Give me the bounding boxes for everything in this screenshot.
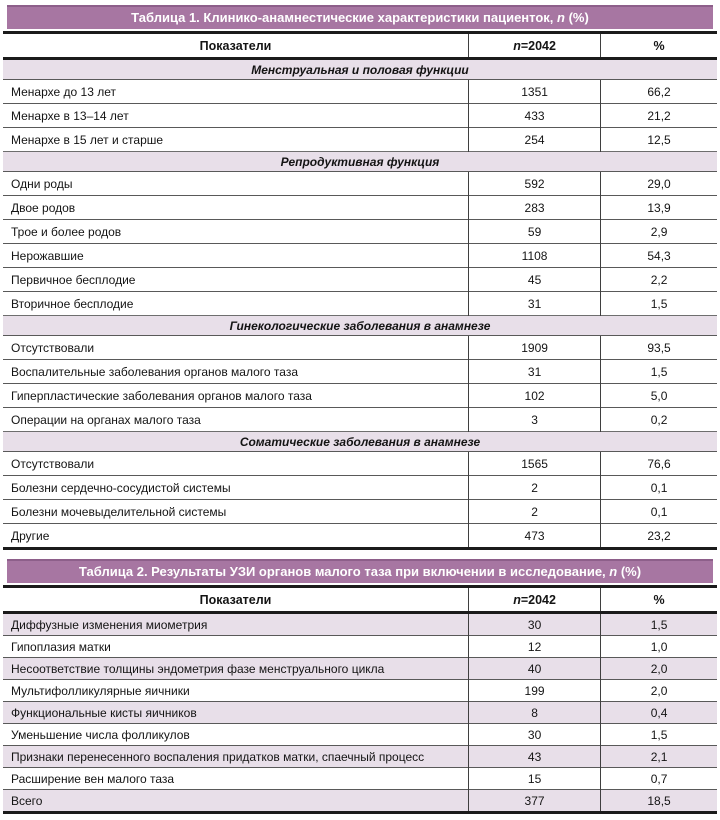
row-pct: 0,2 — [601, 408, 717, 432]
row-label: Гиперпластические заболевания органов малого таза — [3, 384, 469, 408]
row-n: 8 — [469, 702, 601, 724]
row-label: Отсутствовали — [3, 336, 469, 360]
table-1-title-text: Таблица 1. Клинико-анамнестические характеристики пациенток, — [131, 10, 558, 25]
row-n: 433 — [469, 104, 601, 128]
row-pct: 2,0 — [601, 658, 717, 680]
row-pct: 93,5 — [601, 336, 717, 360]
row-label: Гипоплазия матки — [3, 636, 469, 658]
table-row — [3, 790, 717, 813]
table-row — [3, 476, 717, 500]
row-pct: 66,2 — [601, 80, 717, 104]
row-pct: 0,7 — [601, 768, 717, 790]
row-n: 31 — [469, 360, 601, 384]
table-1-title-tail: (%) — [564, 10, 589, 25]
row-n: 1909 — [469, 336, 601, 360]
col-header-n — [469, 587, 601, 613]
row-n: 592 — [469, 172, 601, 196]
table-row — [3, 500, 717, 524]
table-row — [3, 408, 717, 432]
table-1-header-row — [3, 33, 717, 59]
row-pct: 23,2 — [601, 524, 717, 549]
col-header-indicators: Показатели — [3, 33, 469, 59]
row-label: Менархе до 13 лет — [3, 80, 469, 104]
row-pct: 2,9 — [601, 220, 717, 244]
row-label: Менархе в 15 лет и старше — [3, 128, 469, 152]
row-n: 2 — [469, 476, 601, 500]
col-header-n-value: =2042 — [520, 592, 556, 607]
row-pct: 21,2 — [601, 104, 717, 128]
table-row — [3, 658, 717, 680]
table-row — [3, 724, 717, 746]
section-header-row — [3, 152, 717, 172]
row-n: 102 — [469, 384, 601, 408]
table-row — [3, 220, 717, 244]
row-pct: 29,0 — [601, 172, 717, 196]
table-row — [3, 104, 717, 128]
section-header: Соматические заболевания в анамнезе — [3, 432, 717, 452]
col-header-n-italic: n — [513, 38, 521, 53]
row-label: Уменьшение числа фолликулов — [3, 724, 469, 746]
row-n: 199 — [469, 680, 601, 702]
table-row — [3, 636, 717, 658]
row-n: 59 — [469, 220, 601, 244]
row-n: 45 — [469, 268, 601, 292]
table-row — [3, 746, 717, 768]
row-label: Одни роды — [3, 172, 469, 196]
row-pct: 13,9 — [601, 196, 717, 220]
row-label: Болезни мочевыделительной системы — [3, 500, 469, 524]
section-header: Репродуктивная функция — [3, 152, 717, 172]
table-row — [3, 702, 717, 724]
row-n: 2 — [469, 500, 601, 524]
table-2-block — [3, 559, 717, 814]
row-pct: 1,5 — [601, 292, 717, 316]
row-pct: 1,5 — [601, 724, 717, 746]
row-pct: 54,3 — [601, 244, 717, 268]
row-pct: 18,5 — [601, 790, 717, 813]
table-row — [3, 384, 717, 408]
row-n: 43 — [469, 746, 601, 768]
table-row — [3, 196, 717, 220]
row-label: Диффузные изменения миометрия — [3, 613, 469, 636]
table-2-header-row — [3, 587, 717, 613]
table-row — [3, 768, 717, 790]
row-n: 473 — [469, 524, 601, 549]
section-header: Гинекологические заболевания в анамнезе — [3, 316, 717, 336]
row-label: Расширение вен малого таза — [3, 768, 469, 790]
row-pct: 0,1 — [601, 500, 717, 524]
table-2-title-text: Таблица 2. Результаты УЗИ органов малого таза при включении в исследование, — [78, 564, 610, 579]
table-row — [3, 244, 717, 268]
row-pct: 2,1 — [601, 746, 717, 768]
table-row — [3, 680, 717, 702]
row-n: 40 — [469, 658, 601, 680]
table-row — [3, 452, 717, 476]
table-1 — [3, 31, 717, 550]
row-n: 3 — [469, 408, 601, 432]
row-n: 30 — [469, 724, 601, 746]
row-label: Первичное бесплодие — [3, 268, 469, 292]
section-header: Менструальная и половая функции — [3, 59, 717, 80]
row-label: Всего — [3, 790, 469, 813]
row-n: 1351 — [469, 80, 601, 104]
col-header-percent: % — [601, 33, 717, 59]
table-2-title-bar — [7, 559, 713, 583]
table-row — [3, 128, 717, 152]
row-label: Признаки перенесенного воспаления придатков матки, спаечный процесс — [3, 746, 469, 768]
row-label: Функциональные кисты яичников — [3, 702, 469, 724]
col-header-n-value: =2042 — [520, 38, 556, 53]
row-n: 12 — [469, 636, 601, 658]
row-label: Воспалительные заболевания органов малого таза — [3, 360, 469, 384]
table-row — [3, 360, 717, 384]
row-label: Двое родов — [3, 196, 469, 220]
table-1-title-n-italic: n — [557, 10, 565, 25]
table-2-title-tail: (%) — [617, 564, 642, 579]
row-label: Вторичное бесплодие — [3, 292, 469, 316]
table-row — [3, 336, 717, 360]
row-label: Мультифолликулярные яичники — [3, 680, 469, 702]
row-n: 283 — [469, 196, 601, 220]
row-label: Другие — [3, 524, 469, 549]
row-pct: 12,5 — [601, 128, 717, 152]
table-row — [3, 613, 717, 636]
row-pct: 5,0 — [601, 384, 717, 408]
col-header-indicators: Показатели — [3, 587, 469, 613]
row-pct: 0,4 — [601, 702, 717, 724]
row-pct: 2,2 — [601, 268, 717, 292]
table-row — [3, 80, 717, 104]
row-pct: 1,5 — [601, 613, 717, 636]
row-label: Операции на органах малого таза — [3, 408, 469, 432]
table-row — [3, 172, 717, 196]
section-header-row — [3, 432, 717, 452]
row-n: 15 — [469, 768, 601, 790]
row-n: 1565 — [469, 452, 601, 476]
col-header-n-italic: n — [513, 592, 521, 607]
col-header-percent: % — [601, 587, 717, 613]
row-pct: 1,0 — [601, 636, 717, 658]
row-label: Менархе в 13–14 лет — [3, 104, 469, 128]
row-label: Трое и более родов — [3, 220, 469, 244]
table-1-title-bar — [7, 5, 713, 29]
row-n: 31 — [469, 292, 601, 316]
row-label: Болезни сердечно-сосудистой системы — [3, 476, 469, 500]
row-n: 30 — [469, 613, 601, 636]
row-label: Отсутствовали — [3, 452, 469, 476]
table-row — [3, 268, 717, 292]
row-pct: 76,6 — [601, 452, 717, 476]
table-2-title-n-italic: n — [609, 564, 618, 579]
row-n: 254 — [469, 128, 601, 152]
row-n: 377 — [469, 790, 601, 813]
row-label: Нерожавшие — [3, 244, 469, 268]
section-header-row — [3, 316, 717, 336]
section-header-row — [3, 59, 717, 80]
table-row — [3, 524, 717, 549]
row-pct: 2,0 — [601, 680, 717, 702]
row-pct: 0,1 — [601, 476, 717, 500]
row-n: 1108 — [469, 244, 601, 268]
table-row — [3, 292, 717, 316]
row-label: Несоответствие толщины эндометрия фазе менструального цикла — [3, 658, 469, 680]
table-2 — [3, 585, 717, 814]
row-pct: 1,5 — [601, 360, 717, 384]
col-header-n — [469, 33, 601, 59]
table-1-block — [3, 5, 717, 550]
